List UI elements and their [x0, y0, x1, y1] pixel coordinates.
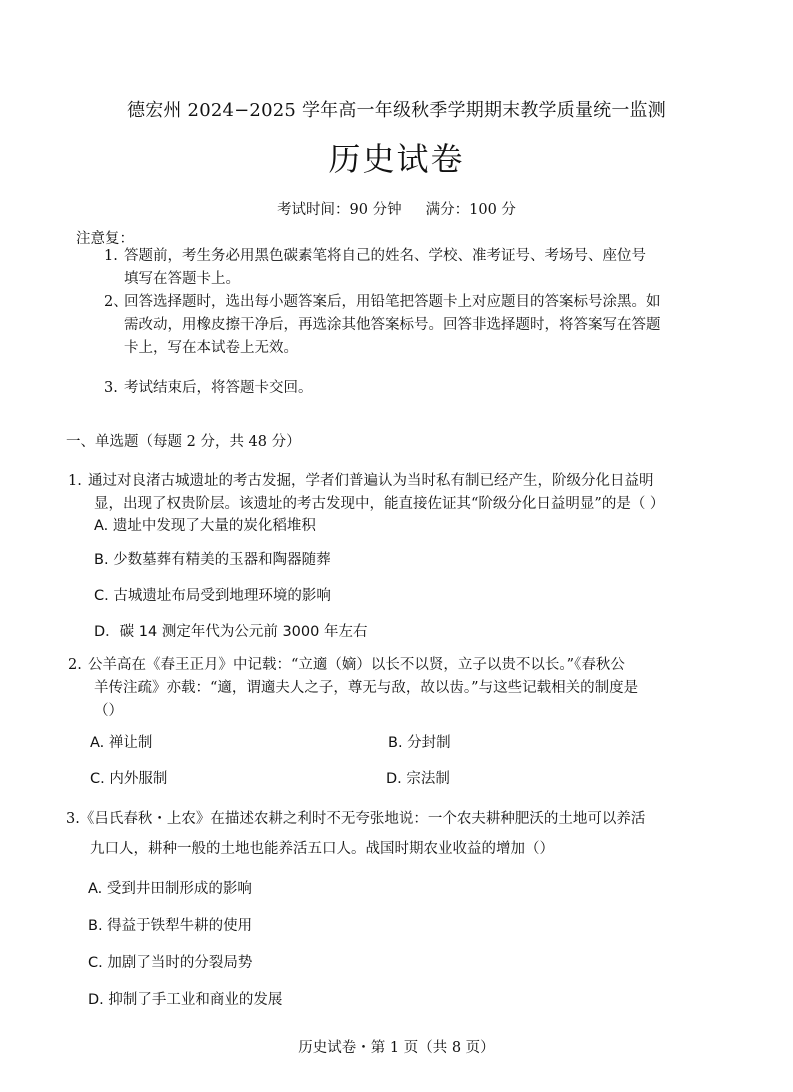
note-number: 2、 — [104, 294, 128, 310]
q3-option-b[interactable]: B. 得益于铁犁牛耕的使用 — [88, 918, 253, 934]
q1-option-c[interactable]: C. 古城遗址布局受到地理环境的影响 — [94, 588, 331, 604]
note-text: 考试结束后，将答题卡交回。 — [124, 380, 313, 396]
note-number: 3. — [104, 380, 118, 396]
exam-info — [0, 198, 793, 219]
question-text: 九口人，耕种一般的土地也能养活五口人。战国时期农业收益的增加（） — [90, 841, 554, 857]
note-text: 回答选择题时，选出每小题答案后，用铅笔把答题卡上对应题目的答案标号涂黑。如 — [124, 294, 661, 310]
q3-option-d[interactable]: D. 抑制了手工业和商业的发展 — [88, 992, 283, 1008]
question-text: （） — [94, 703, 123, 719]
note-text: 填写在答题卡上。 — [124, 271, 240, 287]
section-title: 一、单选题（每题 2 分，共 48 分） — [66, 434, 301, 450]
question-3 — [66, 804, 746, 864]
exam-title: 德宏州 2024−2025 学年高一年级秋季学期期末教学质量统一监测 — [127, 100, 666, 121]
question-text: 通过对良渚古城遗址的考古发掘，学者们普遍认为当时私有制已经产生，阶级分化日益明 — [88, 473, 654, 489]
note-item-2 — [104, 291, 724, 360]
question-2 — [68, 654, 740, 723]
question-text: 显，出现了权贵阶层。该遗址的考古发现中，能直接佐证其“阶级分化日益明显”的是（ ） — [94, 496, 665, 512]
note-text: 答题前，考生务必用黑色碳素笔将自己的姓名、学校、准考证号、考场号、座位号 — [124, 248, 646, 264]
question-number: 2. — [68, 657, 82, 673]
question-number: 3. — [66, 811, 80, 827]
question-text: 公羊高在《春王正月》中记载：“立適（嫡）以长不以贤，立子以贵不以长。”《春秋公 — [88, 657, 625, 673]
q3-option-c[interactable]: C. 加剧了当时的分裂局势 — [88, 955, 253, 971]
subject-title: 历史试卷 — [328, 140, 465, 178]
note-text: 卡上，写在本试卷上无效。 — [124, 340, 298, 356]
q3-option-a[interactable]: A. 受到井田制形成的影响 — [88, 881, 252, 897]
q1-option-b[interactable]: B. 少数墓葬有精美的玉器和陶器随葬 — [94, 552, 331, 568]
note-item-3 — [104, 377, 724, 400]
exam-time: 考试时间：90 分钟 — [277, 202, 402, 218]
q2-option-a[interactable]: A. 禅让制 — [90, 735, 153, 751]
question-text: 羊传注疏》亦载：“適，谓適夫人之子，尊无与敌，故以齿。”与这些记载相关的制度是 — [94, 680, 639, 696]
q2-option-d[interactable]: D. 宗法制 — [386, 771, 450, 787]
question-number: 1. — [68, 473, 82, 489]
q1-option-d[interactable]: D．碳 14 测定年代为公元前 3000 年左右 — [94, 624, 368, 640]
q2-option-b[interactable]: B. 分封制 — [388, 735, 451, 751]
full-score: 满分：100 分 — [425, 202, 516, 218]
note-item-1 — [104, 245, 724, 291]
note-number: 1. — [104, 248, 118, 264]
page-footer: 历史试卷・第 1 页（共 8 页） — [298, 1040, 495, 1056]
note-text: 需改动，用橡皮擦干净后，再选涂其他答案标号。回答非选择题时，将答案写在答题 — [124, 317, 661, 333]
q2-option-c[interactable]: C. 内外服制 — [90, 771, 168, 787]
notes-label: 注意复： — [76, 231, 134, 247]
question-text: 《吕氏春秋・上农》在描述农耕之利时不无夸张地说：一个农夫耕种肥沃的土地可以养活 — [79, 811, 646, 827]
question-1 — [68, 470, 740, 516]
q1-option-a[interactable]: A. 遗址中发现了大量的炭化稻堆积 — [94, 518, 316, 534]
